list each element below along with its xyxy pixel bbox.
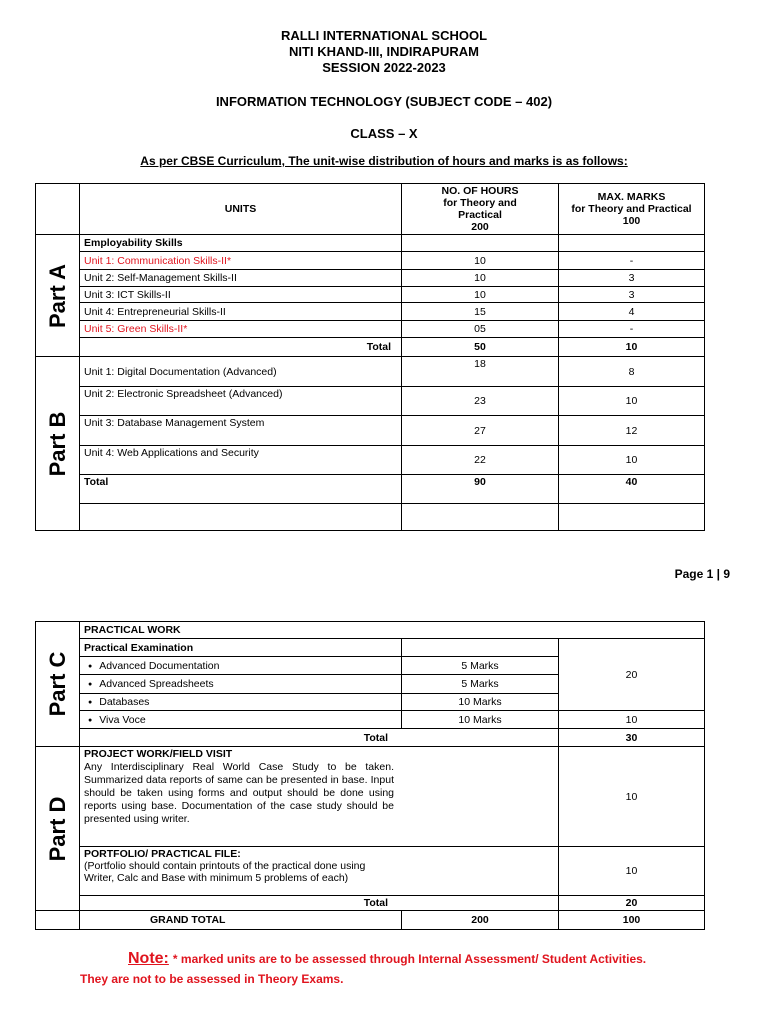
unit-name: Unit 3: Database Management System	[80, 416, 402, 446]
marks-header-line: for Theory and Practical	[571, 203, 692, 215]
table-row	[36, 252, 705, 270]
intro-text: As per CBSE Curriculum, The unit-wise distribution of hours and marks is as follows:	[140, 154, 628, 168]
total-marks: 20	[559, 896, 705, 911]
blank-cell	[402, 235, 559, 252]
unit-marks: 10	[559, 387, 705, 416]
practical-total-marks: 20	[559, 639, 705, 711]
practical-work-heading: PRACTICAL WORK	[80, 622, 705, 639]
page-number: Page 1 | 9	[674, 567, 730, 581]
practical-item: ● Advanced Spreadsheets	[80, 675, 402, 694]
unit-hours: 10	[402, 252, 559, 270]
practical-item-marks: 10 Marks	[402, 711, 559, 729]
hours-header	[402, 184, 559, 235]
unit-hours: 23	[402, 387, 559, 416]
total-marks: 10	[559, 338, 705, 357]
total-row	[36, 896, 705, 911]
blank-cell	[402, 504, 559, 531]
total-label: Total	[80, 896, 559, 911]
blank-cell	[559, 235, 705, 252]
session: SESSION 2022-2023	[322, 60, 446, 75]
total-hours: 50	[402, 338, 559, 357]
table-row	[36, 387, 705, 416]
unit-name: Unit 4: Web Applications and Security	[80, 446, 402, 475]
grand-total-hours: 200	[402, 911, 559, 930]
part-b-label: Part B	[36, 357, 80, 531]
note-line-2: They are not to be assessed in Theory Exams.	[80, 972, 344, 986]
unit-marks: 3	[559, 287, 705, 303]
table-row	[36, 416, 705, 446]
total-row	[36, 338, 705, 357]
table-row	[36, 270, 705, 287]
table-row	[36, 303, 705, 321]
unit-name: Unit 5: Green Skills-II*	[80, 321, 402, 338]
viva-marks: 10	[559, 711, 705, 729]
unit-marks: 8	[559, 357, 705, 387]
practical-item: ● Advanced Documentation	[80, 657, 402, 675]
unit-hours: 27	[402, 416, 559, 446]
unit-marks: -	[559, 252, 705, 270]
portfolio-marks: 10	[559, 847, 705, 896]
unit-name: Unit 2: Self-Management Skills-II	[80, 270, 402, 287]
portfolio-text: (Portfolio should contain printouts of the practical done using Writer, Calc and Base with minimum 5 problems of each)	[84, 860, 366, 884]
practical-exam-heading: Practical Examination	[80, 639, 402, 657]
marks-header	[559, 184, 705, 235]
marks-header-line: 100	[622, 215, 641, 227]
blank-cell	[80, 504, 402, 531]
grand-total-row	[36, 911, 705, 930]
total-label: Total	[80, 729, 559, 747]
school-name: RALLI INTERNATIONAL SCHOOL	[280, 28, 488, 43]
blank-cell	[36, 184, 80, 235]
hours-header-line: Practical	[458, 209, 502, 221]
note-line-1	[128, 950, 646, 968]
note-label: Note:	[128, 950, 169, 967]
unit-marks: -	[559, 321, 705, 338]
unit-name: Unit 3: ICT Skills-II	[80, 287, 402, 303]
unit-name: Unit 1: Communication Skills-II*	[80, 252, 402, 270]
unit-hours: 18	[402, 357, 559, 387]
unit-hours: 10	[402, 270, 559, 287]
note-text: * marked units are to be assessed through Internal Assessment/ Student Activities.	[172, 952, 647, 966]
portfolio-cell	[80, 847, 559, 896]
total-row	[36, 729, 705, 747]
hours-header-line: for Theory and	[443, 197, 517, 209]
total-marks: 40	[559, 475, 705, 504]
part-a-label: Part A	[36, 235, 80, 357]
part-d-label: Part D	[36, 747, 80, 911]
project-work-title: PROJECT WORK/FIELD VISIT	[84, 748, 233, 760]
portfolio-title: PORTFOLIO/ PRACTICAL FILE:	[84, 848, 241, 860]
hours-header-line: 200	[471, 221, 489, 233]
empty-row	[36, 504, 705, 531]
total-label: Total	[80, 338, 402, 357]
employability-heading: Employability Skills	[80, 235, 402, 252]
theory-distribution-table	[35, 183, 705, 531]
unit-hours: 10	[402, 287, 559, 303]
unit-marks: 3	[559, 270, 705, 287]
unit-marks: 10	[559, 446, 705, 475]
subject-title: INFORMATION TECHNOLOGY (SUBJECT CODE – 402)	[215, 94, 553, 109]
total-hours: 90	[402, 475, 559, 504]
practical-item: ● Viva Voce	[80, 711, 402, 729]
marks-header-line: MAX. MARKS	[597, 191, 666, 203]
total-row	[36, 475, 705, 504]
unit-name: Unit 4: Entrepreneurial Skills-II	[80, 303, 402, 321]
unit-marks: 4	[559, 303, 705, 321]
unit-marks: 12	[559, 416, 705, 446]
practical-distribution-table	[35, 621, 705, 930]
project-work-marks: 10	[559, 747, 705, 847]
table-row	[36, 287, 705, 303]
practical-item-marks: 5 Marks	[402, 657, 559, 675]
units-header: UNITS	[80, 184, 402, 235]
grand-total-label: GRAND TOTAL	[80, 911, 402, 930]
unit-hours: 22	[402, 446, 559, 475]
unit-hours: 05	[402, 321, 559, 338]
unit-name: Unit 2: Electronic Spreadsheet (Advanced)	[80, 387, 402, 416]
practical-item-marks: 5 Marks	[402, 675, 559, 694]
grand-total-marks: 100	[559, 911, 705, 930]
practical-item: ● Databases	[80, 694, 402, 711]
project-work-cell	[80, 747, 559, 847]
blank-cell	[402, 639, 559, 657]
part-c-label: Part C	[36, 622, 80, 747]
table-row	[36, 446, 705, 475]
unit-name: Unit 1: Digital Documentation (Advanced)	[80, 357, 402, 387]
unit-hours: 15	[402, 303, 559, 321]
project-work-text: Any Interdisciplinary Real World Case Study to be taken. Summarized data reports of same can be presented in base. Input should be taken using forms and output should be done using reports using base. Documentation of the case study should be presented using writer.	[84, 761, 394, 825]
table-header-row	[36, 184, 705, 235]
blank-cell	[559, 504, 705, 531]
total-label: Total	[80, 475, 402, 504]
table-row	[36, 357, 705, 387]
total-marks: 30	[559, 729, 705, 747]
practical-item-marks: 10 Marks	[402, 694, 559, 711]
table-row	[36, 321, 705, 338]
table-row	[36, 711, 705, 729]
school-address: NITI KHAND-III, INDIRAPURAM	[289, 44, 479, 59]
class-title: CLASS – X	[350, 126, 418, 141]
blank-cell	[36, 911, 80, 930]
hours-header-line: NO. OF HOURS	[441, 185, 519, 197]
